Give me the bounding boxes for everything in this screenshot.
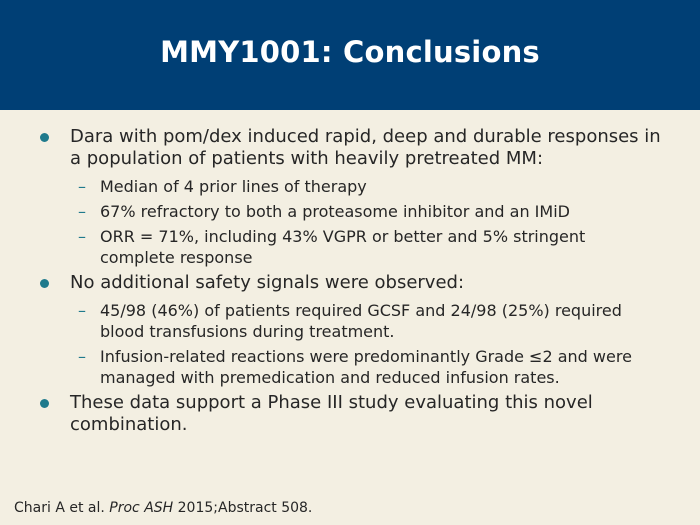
citation-authors: Chari A et al.	[14, 500, 105, 516]
bullet-text: Dara with pom/dex induced rapid, deep and durable responses in a population of patients with heavily pretreated MM:	[70, 126, 661, 169]
dash-icon: –	[78, 227, 86, 246]
bullet-item	[0, 272, 700, 294]
sub-bullet-text: Infusion-related reactions were predominantly Grade ≤2 and were managed with premedication and reduced infusion rates.	[100, 347, 632, 387]
sub-bullet-item	[0, 201, 700, 222]
bullet-item	[0, 392, 700, 436]
sub-bullet-item	[0, 300, 700, 342]
slide-title: MMY1001: Conclusions	[160, 35, 540, 69]
sub-bullet-item	[0, 346, 700, 388]
sub-bullet-item	[0, 176, 700, 197]
bullet-text: No additional safety signals were observed:	[70, 272, 465, 293]
sub-bullet-text: 45/98 (46%) of patients required GCSF and 24/98 (25%) required blood transfusions during treatment.	[100, 301, 622, 341]
bullet-dot-icon	[40, 399, 49, 408]
dash-icon: –	[78, 177, 86, 196]
sub-bullet-text: Median of 4 prior lines of therapy	[100, 177, 367, 196]
citation	[14, 500, 312, 516]
dash-icon: –	[78, 347, 86, 366]
sub-bullet-text: ORR = 71%, including 43% VGPR or better and 5% stringent complete response	[100, 227, 586, 267]
bullet-dot-icon	[40, 133, 49, 142]
citation-journal: Proc ASH	[109, 500, 174, 516]
sub-bullet-text: 67% refractory to both a proteasome inhibitor and an IMiD	[100, 202, 570, 221]
bullet-text: These data support a Phase III study evaluating this novel combination.	[70, 392, 593, 435]
dash-icon: –	[78, 301, 86, 320]
bullet-item	[0, 126, 700, 170]
bullet-dot-icon	[40, 279, 49, 288]
citation-details: 2015;Abstract 508.	[177, 500, 313, 516]
sub-bullet-item	[0, 226, 700, 268]
dash-icon: –	[78, 202, 86, 221]
bullet-list	[0, 126, 700, 442]
title-bar	[0, 0, 700, 110]
